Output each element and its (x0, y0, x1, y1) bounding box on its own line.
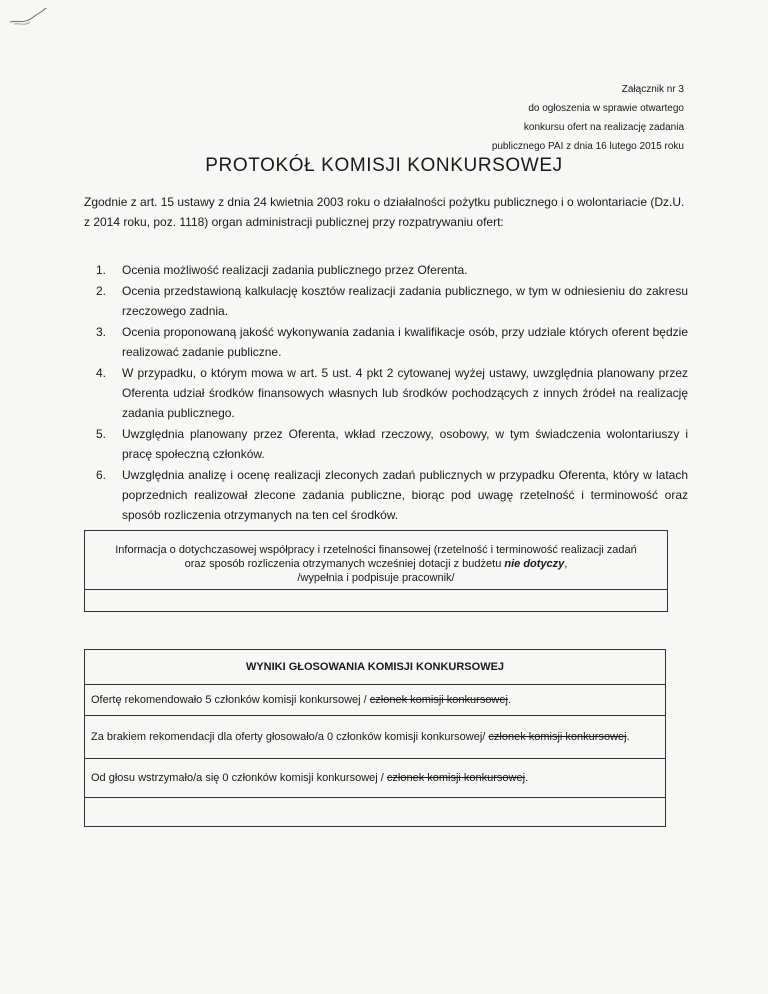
row-text: Od głosu wstrzymało/a się 0 członków komisji konkursowej / (91, 772, 387, 784)
item-number: 1. (96, 263, 107, 277)
intro-paragraph: Zgodnie z art. 15 ustawy z dnia 24 kwietnia 2003 roku o działalności pożytku publicznego i o wolontariacie (Dz.U. z 2014 roku, poz. 1118) organ administracji publicznej przy rozpatrywaniu ofert: (84, 195, 685, 229)
info-line: /wypełnia i podpisuje pracownik/ (297, 572, 455, 584)
item-text: Uwzględnia planowany przez Oferenta, wkład rzeczowy, osobowy, w tym świadczenia wolontariuszy i pracę społeczną członków. (122, 427, 688, 461)
info-text-part: , (564, 558, 568, 570)
info-line (95, 557, 657, 571)
cooperation-info-box (84, 530, 668, 612)
item-text: W przypadku, o którym mowa w art. 5 ust. 4 pkt 2 cytowanej wyżej ustawy, uwzględnia planowany przez Oferenta udział środków finansowych własnych lub środków pochodzących z innych źródeł na realizację zadania publicznego. (122, 366, 688, 420)
page-title: PROTOKÓŁ KOMISJI KONKURSOWEJ (205, 155, 563, 176)
criteria-list (84, 260, 688, 526)
voting-results-table (84, 649, 666, 827)
info-line: Informacja o dotychczasowej współpracy i rzetelności finansowej (rzetelność i terminowość realizacji zadań (115, 544, 637, 556)
row-text: Za brakiem rekomendacji dla oferty głosowało/a 0 członków komisji konkursowej/ (91, 731, 489, 743)
item-text: Ocenia możliwość realizacji zadania publicznego przez Oferenta. (122, 263, 468, 277)
info-text-part: oraz sposób rozliczenia otrzymanych wcześniej dotacji z budżetu (184, 558, 505, 570)
annex-note (492, 80, 684, 156)
row-end: . (507, 694, 512, 706)
item-text: Ocenia proponowaną jakość wykonywania zadania i kwalifikacje osób, przy udziale których oferent będzie realizować zadanie publiczne. (122, 325, 688, 359)
list-item (84, 322, 688, 362)
table-row (85, 759, 666, 798)
item-text: Ocenia przedstawioną kalkulację kosztów realizacji zadania publicznego, w tym w odniesieniu do zakresu rzeczowego zadnia. (122, 284, 688, 318)
item-number: 3. (96, 325, 107, 339)
table-row (85, 716, 666, 759)
row-end: . (626, 731, 630, 743)
list-item (84, 363, 688, 423)
item-number: 4. (96, 366, 107, 380)
item-number: 5. (96, 427, 107, 441)
results-header: WYNIKI GŁOSOWANIA KOMISJI KONKURSOWEJ (85, 650, 666, 685)
cooperation-info-text (85, 531, 667, 590)
list-item (84, 260, 688, 280)
list-item (84, 281, 688, 321)
item-number: 2. (96, 284, 107, 298)
pen-mark (8, 6, 48, 30)
table-row (85, 685, 666, 716)
not-applicable-label: nie dotyczy (504, 558, 565, 570)
annex-line: do ogłoszenia w sprawie otwartego (528, 103, 684, 114)
empty-row (85, 798, 666, 827)
list-item (84, 465, 688, 525)
annex-line: publicznego PAI z dnia 16 lutego 2015 roku (491, 141, 684, 152)
row-end: . (525, 772, 529, 784)
item-number: 6. (96, 468, 107, 482)
annex-line: Załącznik nr 3 (621, 84, 684, 95)
row-text: Ofertę rekomendowało 5 członków komisji konkursowej / (91, 694, 370, 706)
struck-text: członek komisji konkursowej (488, 731, 627, 743)
annex-line: konkursu ofert na realizację zadania (523, 122, 684, 133)
list-item (84, 424, 688, 464)
struck-text: członek komisji konkursowej (369, 694, 508, 706)
struck-text: członek komisji konkursowej (386, 772, 526, 784)
item-text: Uwzględnia analizę i ocenę realizacji zleconych zadań publicznych w przypadku Oferenta, który w latach poprzednich realizował zlecone zadania publiczne, biorąc pod uwagę rzetelność i terminowość oraz sposób rozliczenia otrzymanych na ten cel środków. (122, 468, 688, 522)
